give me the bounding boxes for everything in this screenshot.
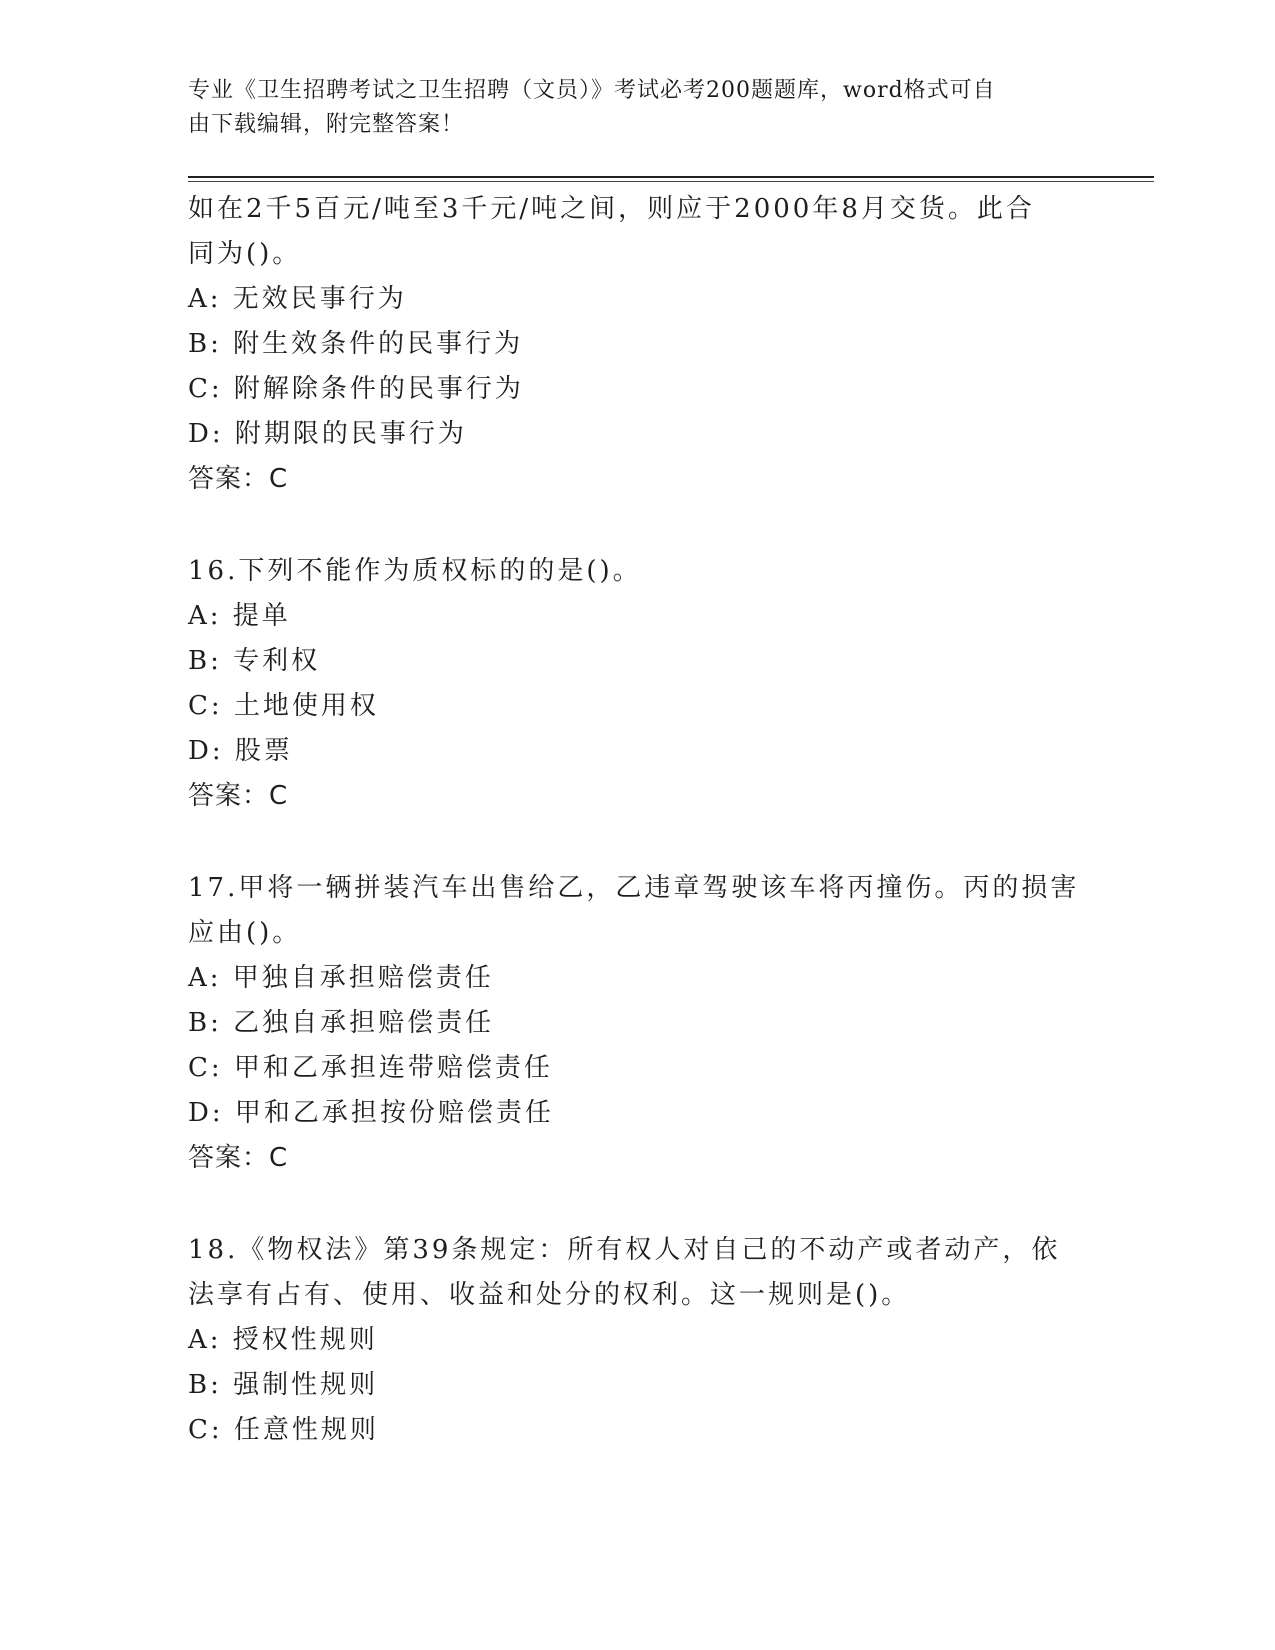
option-a: A: 提单 [188,601,291,631]
option-c: C: 甲和乙承担连带赔偿责任 [188,1053,553,1083]
question-15 [188,187,1088,502]
header-divider-thick [188,176,1154,178]
question-stem: 应由()。 [188,918,302,948]
question-stem: 如在2千5百元/吨至3千元/吨之间，则应于2000年8月交货。此合 [188,194,1035,224]
header-divider-thin [188,181,1154,182]
answer-label: 答案：C [188,1143,289,1173]
question-stem: 法享有占有、使用、收益和处分的权利。这一规则是()。 [188,1280,911,1310]
option-b: B: 乙独自承担赔偿责任 [188,1008,495,1038]
answer-label: 答案：C [188,781,289,811]
option-b: B: 强制性规则 [188,1370,379,1400]
question-stem: 17.甲将一辆拼装汽车出售给乙，乙违章驾驶该车将丙撞伤。丙的损害 [188,873,1080,903]
option-b: B: 专利权 [188,646,321,676]
option-d: D: 股票 [188,736,293,766]
question-stem: 18.《物权法》第39条规定：所有权人对自己的不动产或者动产，依 [188,1235,1061,1265]
question-stem: 16.下列不能作为质权标的的是()。 [188,556,642,586]
option-a: A: 无效民事行为 [188,284,407,314]
option-c: C: 附解除条件的民事行为 [188,374,524,404]
question-18 [188,1228,1088,1453]
question-spacer [188,1181,1088,1228]
question-spacer [188,819,1088,866]
question-list [188,187,1088,1453]
answer-label: 答案：C [188,464,289,494]
option-a: A: 授权性规则 [188,1325,378,1355]
document-header [188,74,1068,142]
question-16 [188,549,1088,819]
option-d: D: 甲和乙承担按份赔偿责任 [188,1098,554,1128]
header-line-1: 专业《卫生招聘考试之卫生招聘（文员）》考试必考200题题库，word格式可自 [188,78,996,103]
option-c: C: 任意性规则 [188,1415,379,1445]
option-c: C: 土地使用权 [188,691,379,721]
option-a: A: 甲独自承担赔偿责任 [188,963,494,993]
header-line-2: 由下载编辑，附完整答案！ [188,112,465,137]
question-stem: 同为()。 [188,239,302,269]
option-d: D: 附期限的民事行为 [188,419,467,449]
question-17 [188,866,1088,1181]
question-spacer [188,502,1088,549]
option-b: B: 附生效条件的民事行为 [188,329,524,359]
